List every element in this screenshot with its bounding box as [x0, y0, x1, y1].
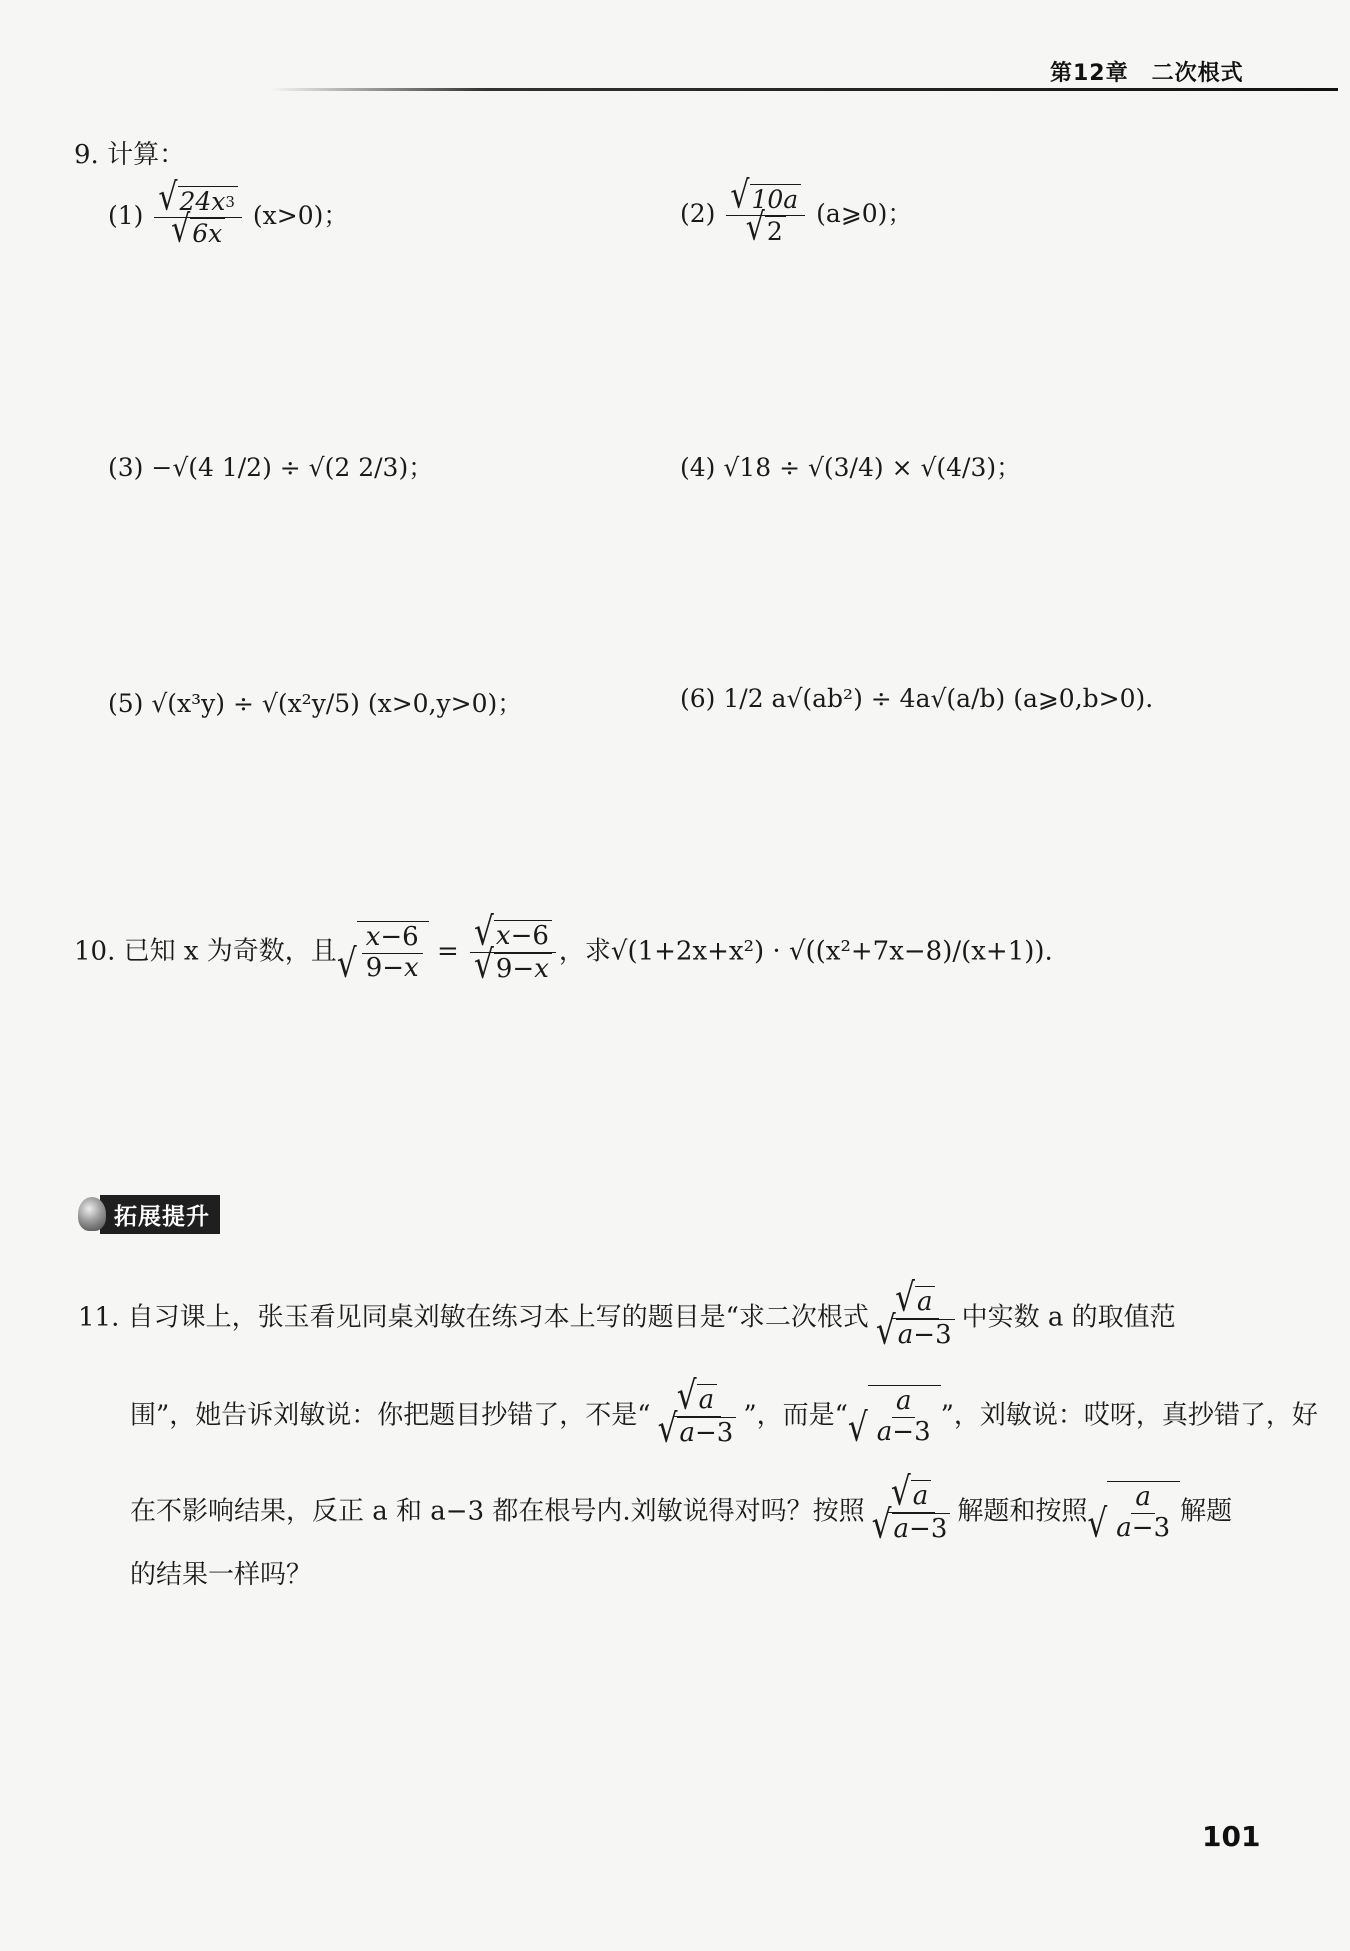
- question-11-line-2: [130, 1373, 1318, 1452]
- q9-part-6-num: (6): [680, 684, 716, 713]
- q9-part-1-denominator: 6x: [192, 219, 223, 248]
- question-11-line-1: [78, 1275, 1176, 1354]
- header-rule: [270, 88, 1338, 91]
- question-11-line-3: [130, 1469, 1233, 1548]
- q11-sqrt-fraction-1: √ $\frac{a}{a-3}$: [848, 1385, 941, 1448]
- q9-part-4-expression: √18 ÷ √(3/4) × √(4/3)；: [723, 453, 1022, 482]
- q9-part-1-exponent: 3: [225, 192, 235, 211]
- q11-fraction-3: √ a √ a −3: [868, 1480, 955, 1545]
- q11-line-1-end: 中实数 a 的取值范: [961, 1302, 1176, 1333]
- q11-sqrt-fraction-2: √ $\frac{a}{a-3}$: [1087, 1481, 1180, 1544]
- q9-part-6: [680, 684, 1153, 713]
- question-11-line-4: 的结果一样吗？: [130, 1560, 313, 1590]
- q9-part-4-num: (4): [680, 453, 716, 482]
- q9-part-3-num: (3): [108, 453, 144, 482]
- q9-part-1: [108, 175, 349, 252]
- q9-part-2-denominator: 2: [766, 217, 783, 246]
- q9-part-2-numerator: 10a: [751, 185, 799, 215]
- q9-part-4: [680, 448, 1021, 484]
- question-9-label: 9. 计算：: [74, 140, 186, 170]
- q11-line-2-part-a: 围”，她告诉刘敏说：你把题目抄错了，不是“: [130, 1400, 651, 1431]
- question-10-rest: ，求√(1+2x+x²) · √((x²+7x−8)/(x+1)).: [558, 936, 1053, 967]
- lightbulb-icon: [78, 1197, 106, 1231]
- q11-line-2-part-b: ”，而是“: [743, 1400, 848, 1431]
- q11-fraction-1: √ a √ a −3: [872, 1286, 959, 1351]
- q9-part-2-condition: (a⩾0)；: [816, 198, 913, 228]
- page-number: 101: [1202, 1820, 1261, 1853]
- q9-part-1-condition: (x>0)；: [252, 200, 349, 230]
- q11-line-3-part-c: 解题: [1180, 1496, 1233, 1527]
- q9-part-3-expression: −√(4 1/2) ÷ √(2 2/3)；: [151, 453, 434, 482]
- q9-part-1-fraction: √ 24x 3 √ 6x: [154, 186, 242, 249]
- q10-fraction-of-roots: √ x −6 √ 9− x: [470, 920, 556, 985]
- section-badge: [78, 1196, 220, 1232]
- section-title: 拓展提升: [100, 1195, 220, 1234]
- q11-line-1-text: 11. 自习课上，张玉看见同桌刘敏在练习本上写的题目是“求二次根式: [78, 1302, 869, 1333]
- q9-part-2-num: (2): [680, 198, 716, 228]
- q9-part-1-numerator: 24x: [179, 187, 226, 217]
- q11-fraction-2: √ a √ a −3: [654, 1384, 741, 1449]
- question-10: 10. 已知 x 为奇数，且 √ $\frac{x-6}{9-x}$ = √ x −6 √ 9− x ，求√(1+2x+x²) · √((x²+7x−8)/(x+1)).: [74, 909, 1053, 988]
- q11-line-3-part-a: 在不影响结果，反正 a 和 a−3 都在根号内.刘敏说得对吗？按照: [130, 1496, 865, 1527]
- q10-sqrt-fraction: √ $\frac{x-6}{9-x}$: [337, 921, 429, 984]
- q9-part-2: [680, 173, 913, 250]
- q9-part-2-fraction: √ 10a √ 2: [726, 184, 805, 247]
- chapter-header: 第12章 二次根式: [1050, 61, 1244, 86]
- q9-part-5-num: (5): [108, 689, 144, 718]
- q9-part-5: [108, 684, 522, 720]
- q9-part-1-num: (1): [108, 200, 144, 230]
- q9-part-3: [108, 448, 433, 484]
- q9-part-6-expression: 1/2 a√(ab²) ÷ 4a√(a/b) (a⩾0,b>0).: [723, 684, 1154, 713]
- question-10-label: 10. 已知 x 为奇数，且: [74, 936, 337, 967]
- q11-line-2-part-c: ”，刘敏说：哎呀，真抄错了，好: [940, 1400, 1318, 1431]
- q11-line-3-part-b: 解题和按照: [957, 1496, 1088, 1527]
- q9-part-5-expression: √(x³y) ÷ √(x²y/5) (x>0,y>0)；: [151, 689, 523, 718]
